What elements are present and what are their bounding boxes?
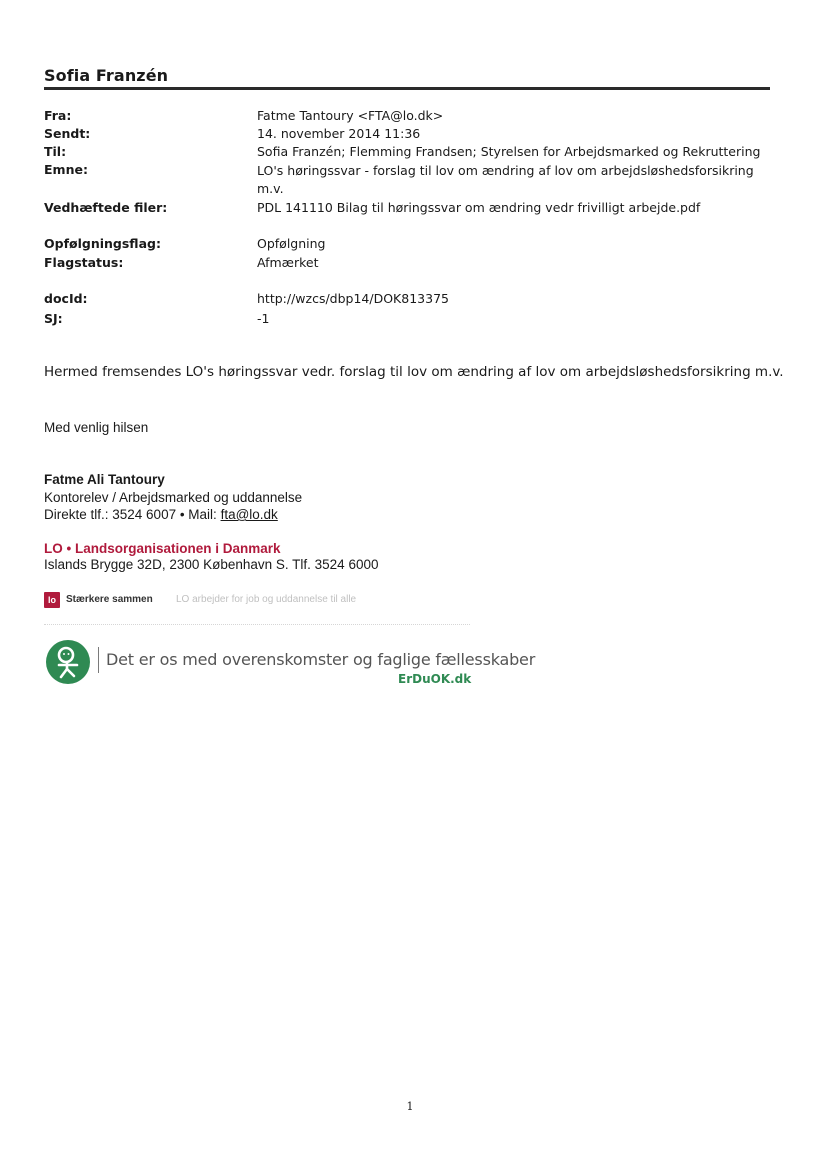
banner-tagline: LO arbejder for job og uddannelse til alle (176, 594, 357, 605)
signature-contact (44, 507, 278, 522)
header-label-flag-status: Flagstatus: (44, 255, 124, 270)
signature-name: Fatme Ali Tantoury (44, 472, 165, 487)
header-value-from: Fatme Tantoury <FTA@lo.dk> (257, 108, 444, 123)
closing: Med venlig hilsen (44, 420, 149, 435)
banner-divider (44, 624, 470, 625)
header-label-attachments: Vedhæftede filer: (44, 200, 168, 215)
erduok-brand: ErDuOK.dk (398, 672, 472, 686)
erduok-figure-icon (46, 640, 90, 684)
lo-logo-icon: lo (44, 592, 60, 608)
header-value-sent: 14. november 2014 11:36 (257, 126, 421, 141)
page-number: 1 (406, 1100, 414, 1113)
organization-name: LO • Landsorganisationen i Danmark (44, 541, 281, 556)
signature-contact-text: Direkte tlf.: 3524 6007 • Mail: (44, 507, 221, 522)
organization-address: Islands Brygge 32D, 2300 København S. Tlf. 3524 6000 (44, 557, 379, 572)
header-label-sent: Sendt: (44, 126, 91, 141)
header-label-to: Til: (44, 144, 67, 159)
erduok-separator (98, 647, 99, 673)
header-label-docid: docId: (44, 291, 88, 306)
header-value-followup-flag: Opfølgning (257, 236, 326, 251)
signature-role: Kontorelev / Arbejdsmarked og uddannelse (44, 490, 303, 505)
header-value-subject: LO's høringssvar - forslag til lov om ændring af lov om arbejdsløshedsforsikring m.v. (257, 163, 754, 196)
email-body: Hermed fremsendes LO's høringssvar vedr. forslag til lov om ændring af lov om arbejdsløshedsforsikring m.v. (44, 364, 784, 380)
title-rule (44, 87, 770, 90)
header-label-from: Fra: (44, 108, 72, 123)
document-title: Sofia Franzén (44, 66, 169, 85)
erduok-text: Det er os med overenskomster og faglige fællesskaber (106, 650, 536, 669)
erduok-logo-icon (46, 640, 90, 684)
banner-slogan: Stærkere sammen (66, 594, 153, 605)
email-link[interactable]: fta@lo.dk (220, 507, 278, 522)
header-value-sj: -1 (257, 311, 270, 326)
header-label-subject: Emne: (44, 162, 88, 177)
header-value-to: Sofia Franzén; Flemming Frandsen; Styrelsen for Arbejdsmarked og Rekruttering (257, 144, 761, 159)
header-value-docid: http://wzcs/dbp14/DOK813375 (257, 291, 449, 306)
header-value-attachments: PDL 141110 Bilag til høringssvar om ændring vedr frivilligt arbejde.pdf (257, 200, 701, 215)
header-value-flag-status: Afmærket (257, 255, 319, 270)
header-label-followup-flag: Opfølgningsflag: (44, 236, 161, 251)
header-label-sj: SJ: (44, 311, 63, 326)
